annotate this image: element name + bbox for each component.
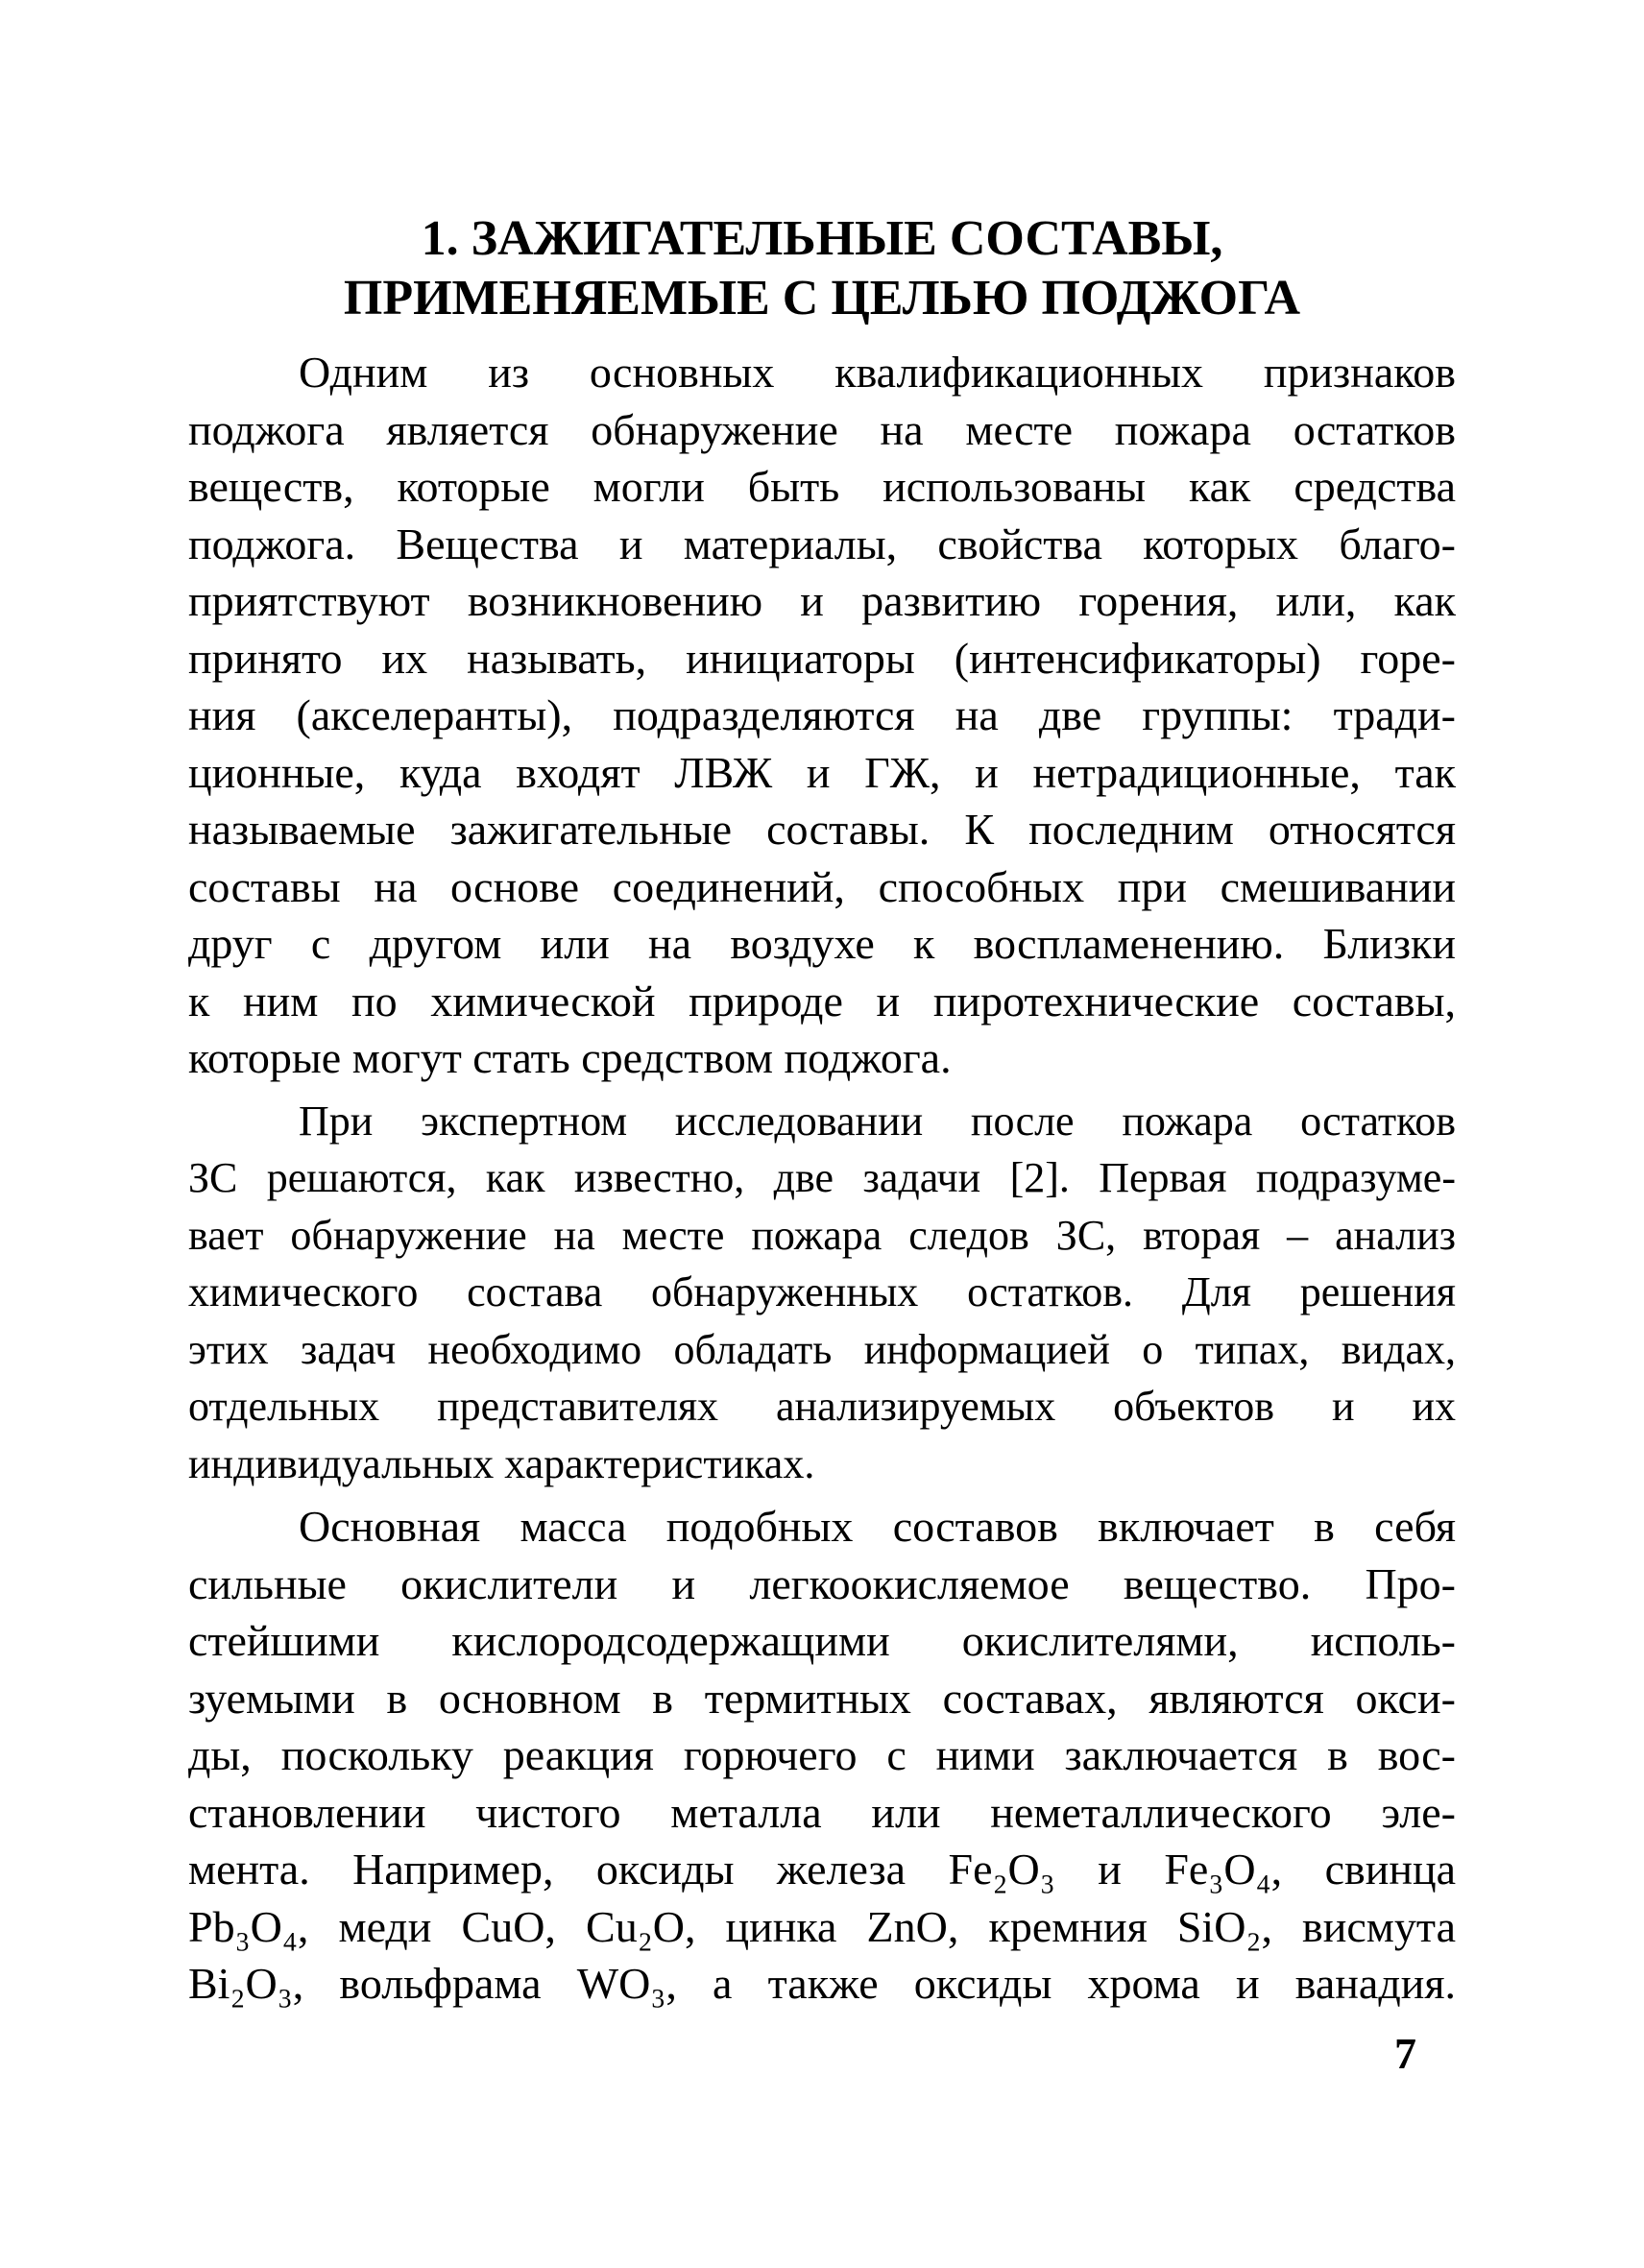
text-line: Одним из основных квалификационных признаков — [299, 348, 1456, 397]
text-line: этих задач необходимо обладать информацией о типах, видах, — [188, 1325, 1456, 1373]
text-line: мента. Например, оксиды железа Fe₂O₃ и Fe₃O₄, свинца — [188, 1845, 1456, 1894]
text-line: вает обнаружение на месте пожара следов ЗС, вторая – анализ — [188, 1211, 1456, 1259]
text-line: которые могут стать средством поджога. — [188, 1033, 952, 1082]
text-line: сильные окислители и легкоокисляемое вещество. Про- — [188, 1558, 1456, 1608]
text-line: друг с другом или на воздухе к воспламенению. Близки — [188, 919, 1456, 968]
text-line: индивидуальных характеристиках. — [188, 1439, 815, 1487]
chapter-heading-line-2: ПРИМЕНЯЕМЫЕ С ЦЕЛЬЮ ПОДЖОГА — [343, 271, 1301, 326]
text-line: химического состава обнаруженных остатков. Для решения — [188, 1268, 1456, 1315]
text-line: поджога является обнаружение на месте пожара остатков — [188, 404, 1456, 454]
text-line: ды, поскольку реакция горючего с ними заключается в вос- — [188, 1730, 1456, 1779]
paragraph-3 — [188, 1498, 1456, 2013]
text-line: зуемыми в основном в термитных составах, являются окси- — [188, 1673, 1456, 1723]
text-line: отдельных представителях анализируемых объектов и их — [188, 1383, 1456, 1430]
text-line: Pb₃O₄, меди CuO, Cu₂O, цинка ZnO, кремния SiO₂, висмута — [188, 1901, 1456, 1951]
text-line: принято их называть, инициаторы (интенсификаторы) горе- — [188, 633, 1456, 683]
text-line: приятствуют возникновению и развитию горения, или, как — [188, 576, 1456, 625]
page-number: 7 — [1394, 2029, 1416, 2078]
chapter-heading-line-1: 1. ЗАЖИГАТЕЛЬНЫЕ СОСТАВЫ, — [421, 211, 1223, 266]
text-line: к ним по химической природе и пиротехнические составы, — [188, 976, 1456, 1025]
text-line: ционные, куда входят ЛВЖ и ГЖ, и нетрадиционные, так — [188, 747, 1456, 797]
text-line: веществ, которые могли быть использованы как средства — [188, 462, 1456, 511]
text-line: называемые зажигательные составы. К последним относятся — [188, 805, 1456, 854]
text-line: становлении чистого металла или неметаллического эле- — [188, 1787, 1456, 1837]
chapter-heading — [188, 209, 1456, 328]
text-line: Bi₂O₃, вольфрама WO₃, а также оксиды хрома и ванадия. — [188, 1959, 1456, 2008]
text-line: составы на основе соединений, способных при смешивании — [188, 861, 1456, 911]
text-line: поджога. Вещества и материалы, свойства которых благо- — [188, 519, 1456, 568]
paragraph-1 — [188, 344, 1456, 1087]
text-line: При экспертном исследовании после пожара остатков — [299, 1097, 1456, 1145]
body-text — [188, 344, 1456, 2013]
text-line: ЗС решаются, как известно, две задачи [2]. Первая подразуме- — [188, 1154, 1456, 1201]
text-line: стейшими кислородсодержащими окислителями, исполь- — [188, 1616, 1456, 1665]
text-line: Основная масса подобных составов включает в себя — [299, 1502, 1456, 1551]
paragraph-2 — [188, 1093, 1456, 1493]
text-line: ния (акселеранты), подразделяются на две группы: тради- — [188, 690, 1456, 739]
